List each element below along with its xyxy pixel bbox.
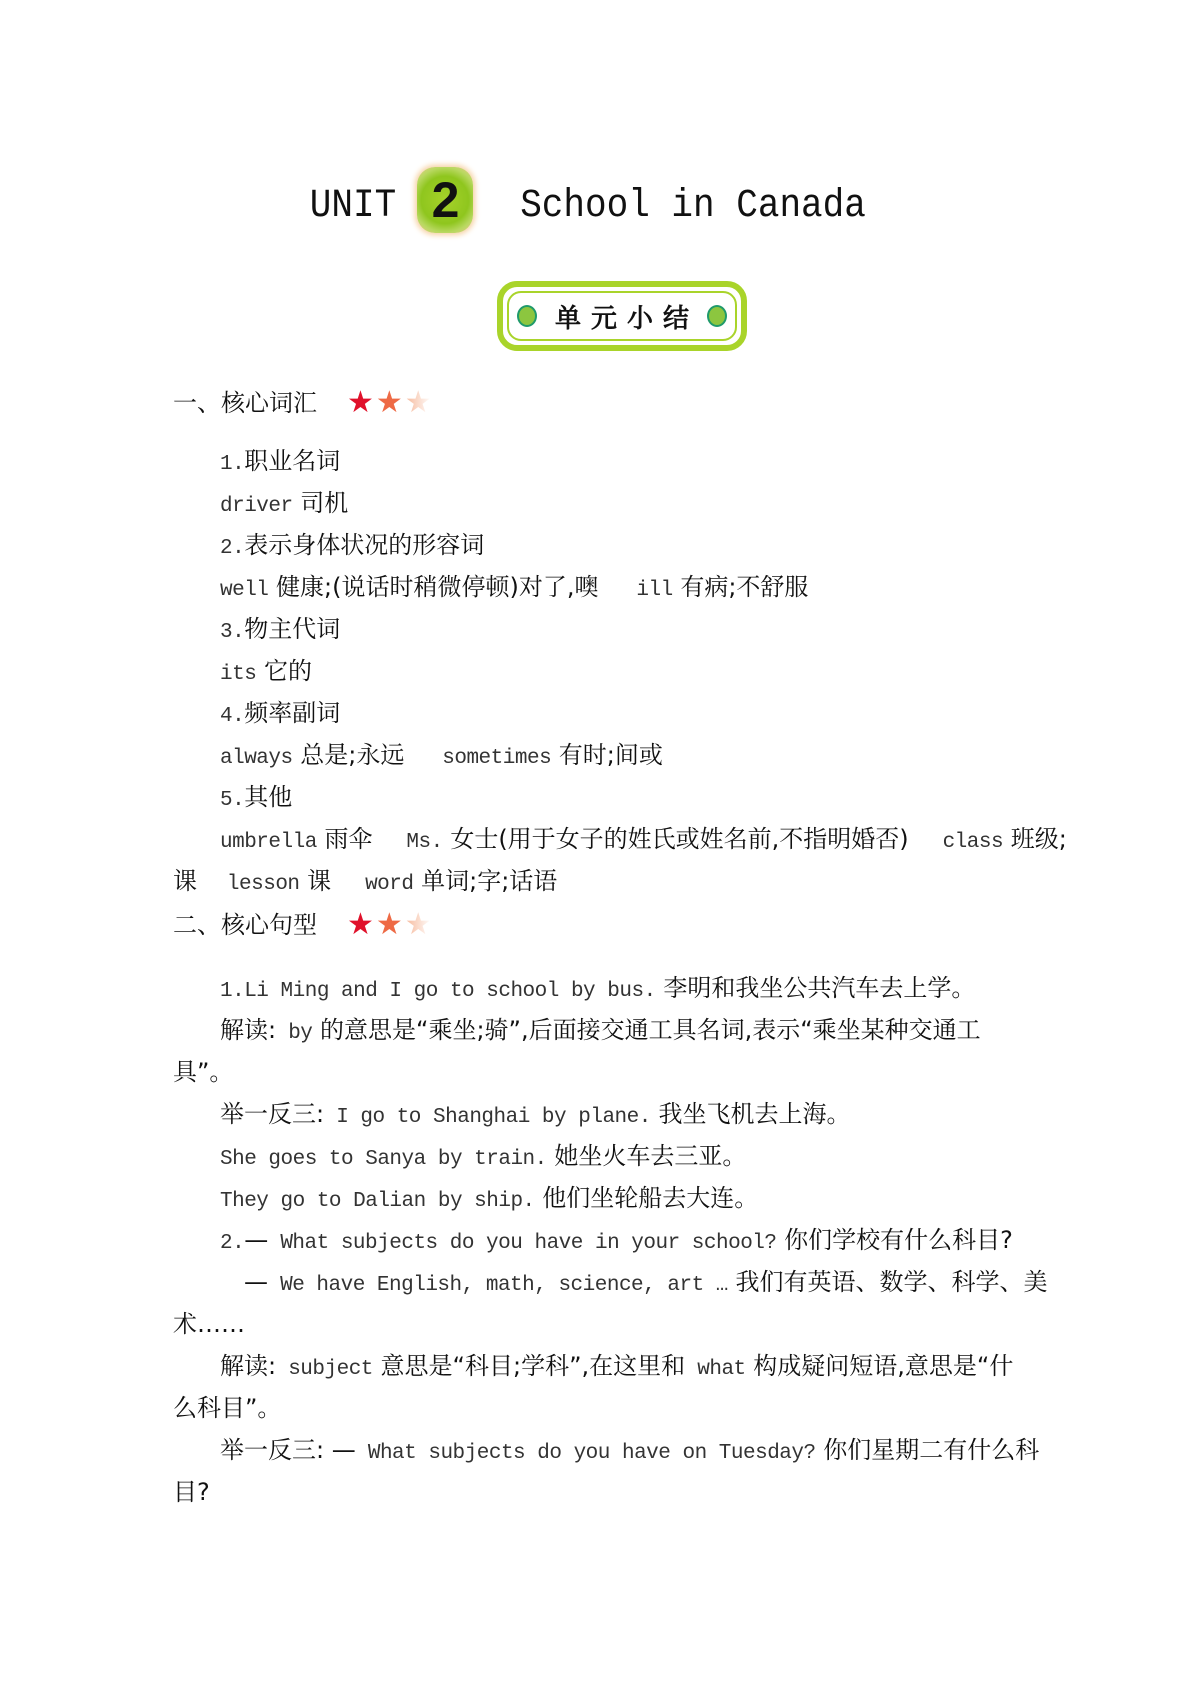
explanation-line: 解读: subject 意思是“科目;学科”,在这里和 what 构成疑问短语,意思是“什 [220, 1352, 1014, 1381]
green-dot-icon [707, 305, 727, 327]
vocab-entry: its 它的 [220, 657, 312, 686]
example-line: 举一反三: I go to Shanghai by plane. 我坐飞机去上海。 [220, 1100, 851, 1129]
explanation-line: 解读: by 的意思是“乘坐;骑”,后面接交通工具名词,表示“乘坐某种交通工 [220, 1016, 981, 1045]
vocab-entry: 课 lesson 课 word 单词;字;话语 [173, 867, 558, 896]
star-full-icon: ★ [375, 907, 403, 942]
explanation-line-continued: 么科目”。 [173, 1394, 282, 1422]
unit-title [0, 168, 1191, 244]
star-faded-icon: ★ [404, 385, 432, 420]
vocab-entry: driver 司机 [220, 489, 349, 518]
vocab-category: 3.物主代词 [220, 615, 341, 644]
banner-title: 单元小结 [554, 303, 699, 334]
vocab-category: 5.其他 [220, 783, 293, 812]
star-full-icon: ★ [346, 385, 374, 420]
section-title: 一、核心词汇 [173, 389, 317, 417]
difficulty-rating [347, 383, 434, 425]
sentence-line-continued: 术…… [173, 1310, 245, 1338]
green-dot-icon [517, 305, 537, 327]
summary-banner [497, 281, 747, 351]
vocab-entry: umbrella 雨伞 Ms. 女士(用于女子的姓氏或姓名前,不指明婚否) class 班级; [220, 825, 1067, 854]
section-title: 二、核心句型 [173, 911, 317, 939]
star-faded-icon: ★ [404, 907, 432, 942]
example-line: She goes to Sanya by train. 她坐火车去三亚。 [220, 1142, 747, 1171]
sentence-line: — We have English, math, science, art … 我们有英语、数学、科学、美 [244, 1268, 1048, 1297]
section-heading-vocabulary [173, 382, 434, 424]
vocab-category: 1.职业名词 [220, 447, 341, 476]
section-heading-sentences [173, 904, 434, 946]
example-line: They go to Dalian by ship. 他们坐轮船去大连。 [220, 1184, 759, 1213]
vocab-category: 2.表示身体状况的形容词 [220, 531, 485, 560]
vocab-entry: well 健康;(说话时稍微停顿)对了,噢 ill 有病;不舒服 [220, 573, 809, 602]
example-line: 举一反三: — What subjects do you have on Tuesday? 你们星期二有什么科 [220, 1436, 1040, 1465]
vocab-category: 4.频率副词 [220, 699, 341, 728]
sentence-line: 2.— What subjects do you have in your school? 你们学校有什么科目? [220, 1226, 1013, 1255]
star-full-icon: ★ [346, 907, 374, 942]
unit-name: School in Canada [520, 183, 867, 229]
unit-label: UNIT [310, 183, 397, 229]
example-line-continued: 目? [173, 1478, 210, 1506]
unit-number: 2 [431, 172, 460, 228]
difficulty-rating [347, 905, 434, 947]
vocab-entry: always 总是;永远 sometimes 有时;间或 [220, 741, 663, 770]
star-full-icon: ★ [375, 385, 403, 420]
unit-number-badge [417, 167, 473, 233]
sentence-line: 1.Li Ming and I go to school by bus. 李明和我坐公共汽车去上学。 [220, 974, 976, 1003]
explanation-line-continued: 具”。 [173, 1058, 234, 1086]
